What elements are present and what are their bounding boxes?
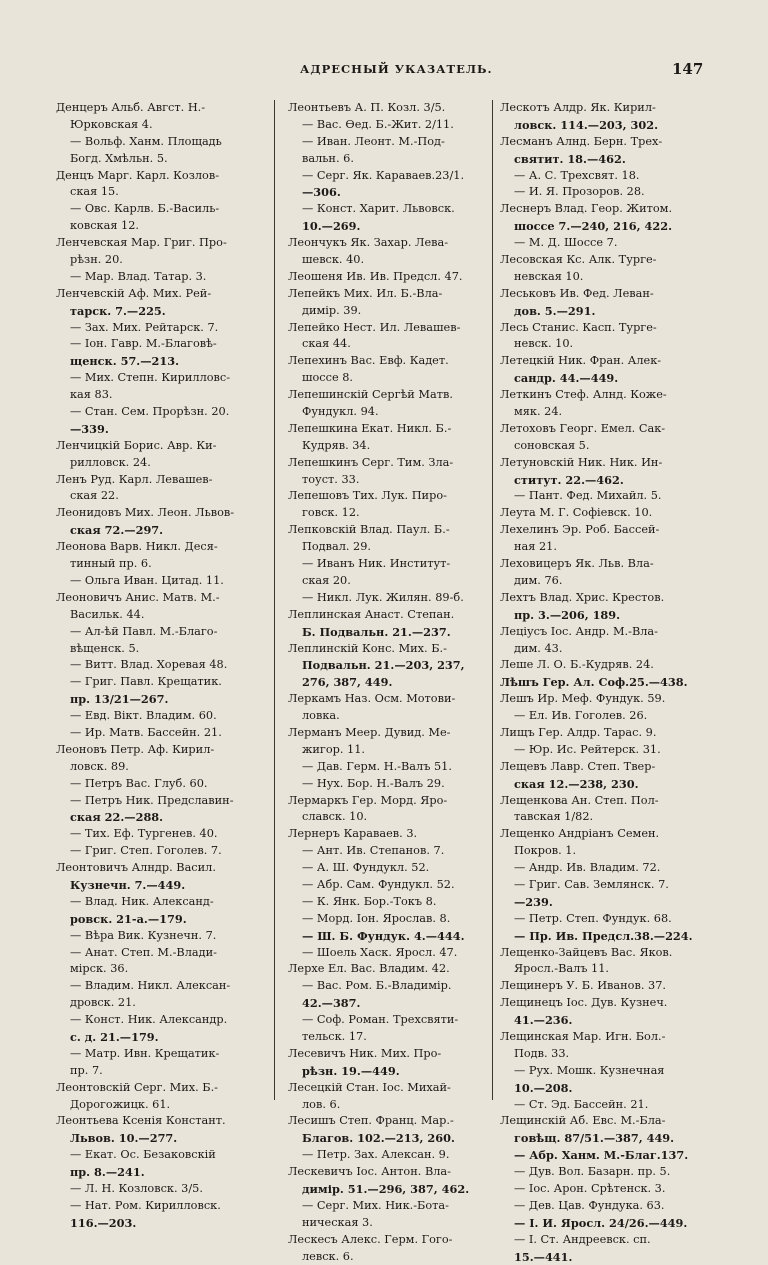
entry-continuation-line: дим. 76. (514, 573, 563, 587)
entry-continuation-line: — Евд. Вікт. Владим. 60. (70, 709, 217, 723)
entry-continuation-line: рилловск. 24. (70, 455, 151, 469)
entry-continuation-line: 15.—441. (514, 1249, 573, 1264)
entry-continuation-line: — Мар. Влад. Татар. 3. (70, 269, 207, 283)
entry-continuation-line: кая 83. (70, 388, 113, 402)
entry-continuation-line: — Дув. Вол. Базарн. пр. 5. (514, 1165, 671, 1179)
entry-continuation-line: 42.—387. (302, 996, 361, 1011)
entry-continuation-line: сандр. 44.—449. (514, 371, 619, 386)
entry-continuation-line: — Л. Н. Козловск. 3/5. (70, 1182, 203, 1195)
entry-line: Лесманъ Алнд. Берн. Трех- (500, 134, 663, 148)
entry-line: Лепешовъ Тих. Лук. Пиро- (288, 489, 447, 503)
entry-continuation-line: дим. 43. (514, 641, 563, 655)
entry-continuation-line: — I. Ст. Андреевск. сп. (514, 1232, 651, 1246)
entry-continuation-line: — Мих. Степн. Кирилловс- (70, 371, 231, 385)
entry-continuation-line: лов. 6. (302, 1097, 341, 1111)
entry-continuation-line: шоссе 8. (302, 371, 354, 385)
entry-continuation-line: тельск. 17. (302, 1029, 367, 1043)
entry-continuation-line: — Вас. Ѳед. Б.-Жит. 2/11. (302, 117, 454, 131)
entry-line: Леоновичъ Анис. Матв. М.- (56, 590, 220, 604)
entry-continuation-line: — Анат. Степ. М.-Влади- (70, 945, 217, 959)
entry-continuation-line: — Нат. Ром. Кирилловск. (70, 1198, 221, 1212)
entry-line: Леплинскій Конс. Мих. Б.- (288, 641, 447, 655)
entry-line: Лещинецъ Іос. Дув. Кузнеч. (500, 996, 668, 1010)
entry-line: Леоновъ Петр. Аф. Кирил- (56, 742, 215, 756)
entry-continuation-line: пр. 8.—241. (70, 1165, 145, 1180)
entry-continuation-line: димір. 51.—296, 387, 462. (302, 1182, 470, 1196)
entry-continuation-line: Б. Подвальн. 21.—237. (302, 624, 451, 639)
entry-continuation-line: — Дев. Цав. Фундука. 63. (514, 1198, 665, 1212)
entry-line: Лермаркъ Гер. Морд. Яро- (288, 793, 448, 807)
entry-continuation-line: — Серг. Як. Караваев.23/1. (302, 168, 465, 182)
entry-continuation-line: ская 15. (70, 185, 119, 199)
entry-line: Леткинъ Стеф. Алнд. Коже- (500, 388, 667, 402)
entry-line: Ленчицкій Борис. Авр. Ки- (56, 438, 217, 452)
entry-continuation-line: невская 10. (514, 269, 584, 283)
column-2 (288, 100, 498, 1265)
entry-continuation-line: — Вольф. Ханм. Площадь (70, 134, 222, 148)
entry-line: Лерхе Ел. Вас. Владим. 42. (288, 962, 450, 976)
entry-continuation-line: рѣзн. 20. (70, 253, 123, 267)
entry-continuation-line: 116.—203. (70, 1215, 137, 1230)
entry-continuation-line: мяк. 24. (514, 405, 563, 419)
entry-continuation-line: 41.—236. (514, 1013, 573, 1028)
entry-line: Лещинскій Аб. Евс. М.-Бла- (500, 1114, 666, 1128)
entry-continuation-line: ническая 3. (302, 1215, 373, 1229)
entry-line: Леснеръ Влад. Геор. Житом. (500, 202, 673, 216)
entry-continuation-line: — Ел. Ив. Гоголев. 26. (514, 709, 648, 723)
entry-continuation-line: Богд. Хмѣльн. 5. (70, 151, 168, 165)
entry-continuation-line: тоуст. 33. (302, 472, 360, 486)
entry-continuation-line: — М. Д. Шоссе 7. (514, 236, 618, 250)
entry-line: Леонтьевъ А. П. Козл. 3/5. (288, 101, 446, 114)
entry-line: Летоховъ Георг. Емел. Сак- (500, 421, 666, 435)
entry-continuation-line: — Петр. Степ. Фундук. 68. (514, 911, 672, 925)
entry-line: Леонова Варв. Никл. Деся- (56, 540, 218, 554)
entry-continuation-line: — Витт. Влад. Хоревая 48. (70, 658, 228, 672)
entry-line: Леонтьева Ксенія Констант. (56, 1114, 226, 1128)
entry-line: Лепешинскій Сергѣй Матв. (288, 388, 453, 402)
entry-line: Лескевичъ Іос. Антон. Вла- (288, 1165, 451, 1179)
entry-continuation-line: дровск. 21. (70, 996, 136, 1010)
entry-continuation-line: — Пант. Фед. Михайл. 5. (514, 489, 662, 503)
column-1 (56, 100, 266, 1232)
entry-continuation-line: 10.—269. (302, 219, 361, 234)
entry-continuation-line: ская 44. (302, 337, 351, 351)
entry-continuation-line: — Вѣра Вик. Кузнечн. 7. (70, 928, 217, 942)
entry-line: Лепковскій Влад. Паул. Б.- (288, 523, 450, 537)
entry-continuation-line: 10.—208. (514, 1080, 573, 1095)
entry-continuation-line: Подвал. 29. (302, 540, 372, 554)
entry-line: Лерманъ Меер. Дувид. Ме- (288, 725, 451, 739)
entry-line: Ленчевскій Аф. Мих. Рей- (56, 286, 212, 300)
entry-continuation-line: тавская 1/82. (514, 810, 594, 824)
entry-continuation-line: — Ст. Эд. Бассейн. 21. (514, 1097, 649, 1111)
entry-continuation-line: говѣщ. 87/51.—387, 449. (514, 1131, 675, 1146)
entry-line: Леховицеръ Як. Льв. Вла- (500, 557, 654, 571)
entry-line: Лепехинъ Вас. Евф. Кадет. (288, 354, 449, 368)
entry-continuation-line: Кудряв. 34. (302, 438, 371, 452)
entry-line: Лешъ Ир. Меф. Фундук. 59. (500, 692, 666, 706)
entry-line: Лищъ Гер. Алдр. Тарас. 9. (500, 725, 657, 739)
entry-continuation-line: Кузнечн. 7.—449. (70, 877, 186, 892)
entry-continuation-line: — Пр. Ив. Предсл.38.—224. (514, 928, 693, 943)
entry-continuation-line: вѣщенск. 5. (70, 641, 140, 655)
entry-continuation-line: — Серг. Мих. Ник.-Бота- (302, 1198, 449, 1212)
entry-continuation-line: — Стан. Сем. Прорѣзн. 20. (70, 405, 230, 419)
entry-line: Лещевъ Лавр. Степ. Твер- (500, 759, 656, 773)
entry-line: Лехелинъ Эр. Роб. Бассей- (500, 523, 660, 537)
entry-continuation-line: ловск. 89. (70, 759, 129, 773)
entry-continuation-line: — А. С. Трехсвят. 18. (514, 168, 640, 182)
entry-continuation-line: — Екат. Ос. Безаковскій (70, 1148, 216, 1162)
entry-continuation-line: Львов. 10.—277. (70, 1131, 178, 1146)
entry-continuation-line: пр. 13/21—267. (70, 692, 169, 707)
entry-continuation-line: — Абр. Ханм. М.-Благ.137. (514, 1148, 689, 1163)
entry-line: Летецкій Ник. Фран. Алек- (500, 354, 662, 368)
entry-line: Лещенко-Зайцевъ Вас. Яков. (500, 945, 673, 959)
entry-continuation-line: говск. 12. (302, 506, 360, 520)
entry-continuation-line: святит. 18.—462. (514, 151, 626, 166)
entry-continuation-line: — Рух. Мошк. Кузнечная (514, 1063, 665, 1077)
entry-continuation-line: — Іон. Гавр. М.-Благовѣ- (70, 337, 217, 351)
entry-line: Лещинеръ У. Б. Иванов. 37. (500, 979, 666, 993)
entry-continuation-line: — Влад. Ник. Александ- (70, 894, 214, 908)
entry-continuation-line: — Іос. Арон. Срѣтенск. 3. (514, 1182, 666, 1195)
entry-line: Лесь Станис. Касп. Турге- (500, 320, 657, 334)
entry-line: Леута М. Г. Софіевск. 10. (500, 506, 653, 520)
entry-line: Лернеръ Караваев. 3. (288, 827, 418, 841)
entry-line: Леськовъ Ив. Фед. Леван- (500, 286, 654, 300)
entry-continuation-line: — Никл. Лук. Жилян. 89-б. (302, 590, 464, 604)
entry-continuation-line: Фундукл. 94. (302, 405, 379, 419)
entry-continuation-line: — Григ. Степ. Гоголев. 7. (70, 844, 222, 858)
entry-continuation-line: —339. (70, 421, 109, 436)
entry-continuation-line: Юрковская 4. (70, 117, 153, 131)
entry-line: Лесецкій Стан. Іос. Михай- (288, 1080, 451, 1094)
entry-continuation-line: — Морд. Іон. Ярослав. 8. (302, 911, 451, 925)
entry-continuation-line: с. д. 21.—179. (70, 1029, 159, 1044)
entry-continuation-line: — I. И. Яросл. 24/26.—449. (514, 1215, 688, 1230)
entry-line: Ленчевская Мар. Григ. Про- (56, 236, 227, 250)
entry-continuation-line: — Ш. Б. Фундук. 4.—444. (302, 928, 465, 943)
entry-continuation-line: — Владим. Никл. Алексан- (70, 979, 231, 993)
entry-continuation-line: —306. (302, 185, 341, 200)
entry-line: Лехтъ Влад. Хрис. Крестов. (500, 590, 665, 604)
entry-continuation-line: — Зах. Мих. Рейтарск. 7. (70, 320, 219, 334)
entry-continuation-line: — И. Я. Прозоров. 28. (514, 185, 645, 199)
entry-continuation-line: — Григ. Павл. Крещатик. (70, 675, 222, 689)
entry-continuation-line: рѣзн. 19.—449. (302, 1063, 400, 1078)
entry-continuation-line: — Петръ Вас. Глуб. 60. (70, 776, 208, 790)
entry-line: Лесишъ Степ. Франц. Мар.- (288, 1114, 454, 1128)
entry-continuation-line: Яросл.-Валъ 11. (514, 962, 610, 976)
entry-continuation-line: ская 20. (302, 573, 351, 587)
entry-line: Ленъ Руд. Карл. Левашев- (56, 472, 213, 486)
entry-continuation-line: Дорогожицк. 61. (70, 1097, 171, 1111)
entry-line: Лесевичъ Ник. Мих. Про- (288, 1046, 442, 1060)
entry-continuation-line: шевск. 40. (302, 253, 365, 267)
entry-line: Леончукъ Як. Захар. Лева- (288, 236, 449, 250)
entry-continuation-line: —239. (514, 894, 553, 909)
entry-continuation-line: — Дав. Герм. Н.-Валъ 51. (302, 759, 452, 773)
entry-line: Летуновскій Ник. Ник. Ин- (500, 455, 663, 469)
entry-line: Леціусъ Іос. Андр. М.-Вла- (500, 624, 658, 638)
entry-line: Лещинская Мар. Игн. Бол.- (500, 1029, 666, 1043)
entry-continuation-line: 276, 387, 449. (302, 675, 393, 690)
entry-continuation-line: шоссе 7.—240, 216, 422. (514, 219, 673, 234)
entry-continuation-line: — Ант. Ив. Степанов. 7. (302, 844, 445, 858)
entry-line: Лепейкъ Мих. Ил. Б.-Вла- (288, 286, 443, 300)
entry-continuation-line: — Григ. Сав. Землянск. 7. (514, 877, 669, 891)
entry-line: Леонтовичъ Алндр. Васил. (56, 861, 216, 875)
entry-continuation-line: димір. 39. (302, 303, 362, 317)
entry-continuation-line: Васильк. 44. (70, 607, 145, 621)
entry-continuation-line: ровск. 21-а.—179. (70, 911, 187, 926)
entry-continuation-line: ская 72.—297. (70, 523, 164, 538)
entry-continuation-line: ковская 12. (70, 219, 140, 233)
entry-continuation-line: ститут. 22.—462. (514, 472, 624, 487)
entry-continuation-line: вальн. 6. (302, 151, 354, 165)
running-title: АДРЕСНЫЙ УКАЗАТЕЛЬ. (300, 62, 493, 76)
entry-continuation-line: — Юр. Ис. Рейтерск. 31. (514, 742, 661, 756)
entry-continuation-line: ская 22.—288. (70, 810, 164, 825)
entry-line: Леше Л. О. Б.-Кудряв. 24. (500, 658, 654, 672)
entry-continuation-line: — Абр. Сам. Фундукл. 52. (302, 877, 455, 891)
entry-continuation-line: — А. Ш. Фундукл. 52. (302, 861, 430, 875)
entry-line: Леонидовъ Мих. Леон. Львов- (56, 506, 235, 520)
entry-continuation-line: — Конст. Ник. Александр. (70, 1013, 228, 1027)
entry-continuation-line: ская 12.—238, 230. (514, 776, 639, 791)
entry-line: Лескотъ Алдр. Як. Кирил- (500, 101, 656, 114)
entry-continuation-line: тинный пр. 6. (70, 557, 152, 571)
entry-continuation-line: ловка. (302, 709, 340, 723)
page-header (0, 62, 768, 82)
entry-continuation-line: — Андр. Ив. Владим. 72. (514, 861, 661, 875)
entry-continuation-line: пр. 7. (70, 1063, 103, 1077)
column-3 (500, 100, 710, 1265)
entry-line: Лещенко Андріанъ Семен. (500, 827, 660, 841)
entry-line: Лескесъ Алекс. Герм. Гого- (288, 1232, 453, 1246)
entry-continuation-line: — Тих. Еф. Тургенев. 40. (70, 827, 218, 841)
column-divider (274, 100, 275, 1100)
entry-line: Лещенкова Ан. Степ. Пол- (500, 793, 659, 807)
entry-continuation-line: — Матр. Ивн. Крещатик- (70, 1046, 220, 1060)
entry-continuation-line: — Нух. Бор. Н.-Валъ 29. (302, 776, 445, 790)
entry-line: Леплинская Анаст. Степан. (288, 607, 455, 621)
entry-line: Лѣшъ Гер. Ал. Соф.25.—438. (500, 675, 688, 690)
entry-line: Лепейко Нест. Ил. Левашев- (288, 320, 461, 334)
entry-continuation-line: Благов. 102.—213, 260. (302, 1131, 455, 1146)
entry-line: Леошеня Ив. Ив. Предсл. 47. (288, 269, 463, 283)
entry-continuation-line: — Ал-ѣй Павл. М.-Благо- (70, 624, 218, 638)
entry-continuation-line: щенск. 57.—213. (70, 354, 180, 369)
entry-line: Денцъ Марг. Карл. Козлов- (56, 168, 220, 182)
entry-continuation-line: тарск. 7.—225. (70, 303, 166, 318)
entry-continuation-line: Подвальн. 21.—203, 237, (302, 658, 465, 673)
entry-continuation-line: Подв. 33. (514, 1046, 570, 1060)
entry-line: Леркамъ Наз. Осм. Мотови- (288, 692, 456, 706)
entry-continuation-line: — Соф. Роман. Трехсвяти- (302, 1013, 459, 1027)
entry-continuation-line: Покров. 1. (514, 844, 577, 858)
entry-continuation-line: — Ольга Иван. Цитад. 11. (70, 573, 224, 587)
entry-continuation-line: — Иванъ Ник. Институт- (302, 557, 451, 571)
entry-line: Лесовская Кс. Алк. Турге- (500, 253, 657, 267)
entry-continuation-line: — К. Янк. Бор.-Токъ 8. (302, 894, 437, 908)
entry-continuation-line: — Конст. Харит. Львовск. (302, 202, 455, 216)
entry-continuation-line: пр. 3.—206, 189. (514, 607, 621, 622)
entry-continuation-line: — Овс. Карлв. Б.-Василь- (70, 202, 220, 216)
entry-line: Лепешкинъ Серг. Тим. Зла- (288, 455, 454, 469)
entry-continuation-line: — Вас. Ром. Б.-Владиміp. (302, 979, 452, 993)
entry-continuation-line: — Шоель Хаск. Яросл. 47. (302, 945, 458, 959)
entry-continuation-line: — Петръ Ник. Предславин- (70, 793, 234, 807)
entry-continuation-line: невск. 10. (514, 337, 574, 351)
entry-continuation-line: жигор. 11. (302, 742, 366, 756)
entry-line: Денцеръ Альб. Авгст. Н.- (56, 101, 206, 114)
entry-continuation-line: — Ир. Матв. Бассейн. 21. (70, 725, 222, 739)
entry-continuation-line: — Иван. Леонт. М.-Под- (302, 134, 445, 148)
entry-continuation-line: дов. 5.—291. (514, 303, 596, 318)
entry-continuation-line: ловск. 114.—203, 302. (514, 117, 659, 132)
page-number: 147 (672, 60, 704, 78)
entry-continuation-line: ная 21. (514, 540, 557, 554)
entry-continuation-line: левск. 6. (302, 1249, 354, 1263)
entry-continuation-line: ская 22. (70, 489, 119, 503)
entry-line: Леонтовскій Серг. Мих. Б.- (56, 1080, 218, 1094)
entry-continuation-line: славск. 10. (302, 810, 368, 824)
entry-line: Лепешкина Екат. Никл. Б.- (288, 421, 452, 435)
entry-continuation-line: соновская 5. (514, 438, 590, 452)
entry-continuation-line: мірск. 36. (70, 962, 129, 976)
entry-continuation-line: — Петр. Зах. Алексан. 9. (302, 1148, 450, 1162)
